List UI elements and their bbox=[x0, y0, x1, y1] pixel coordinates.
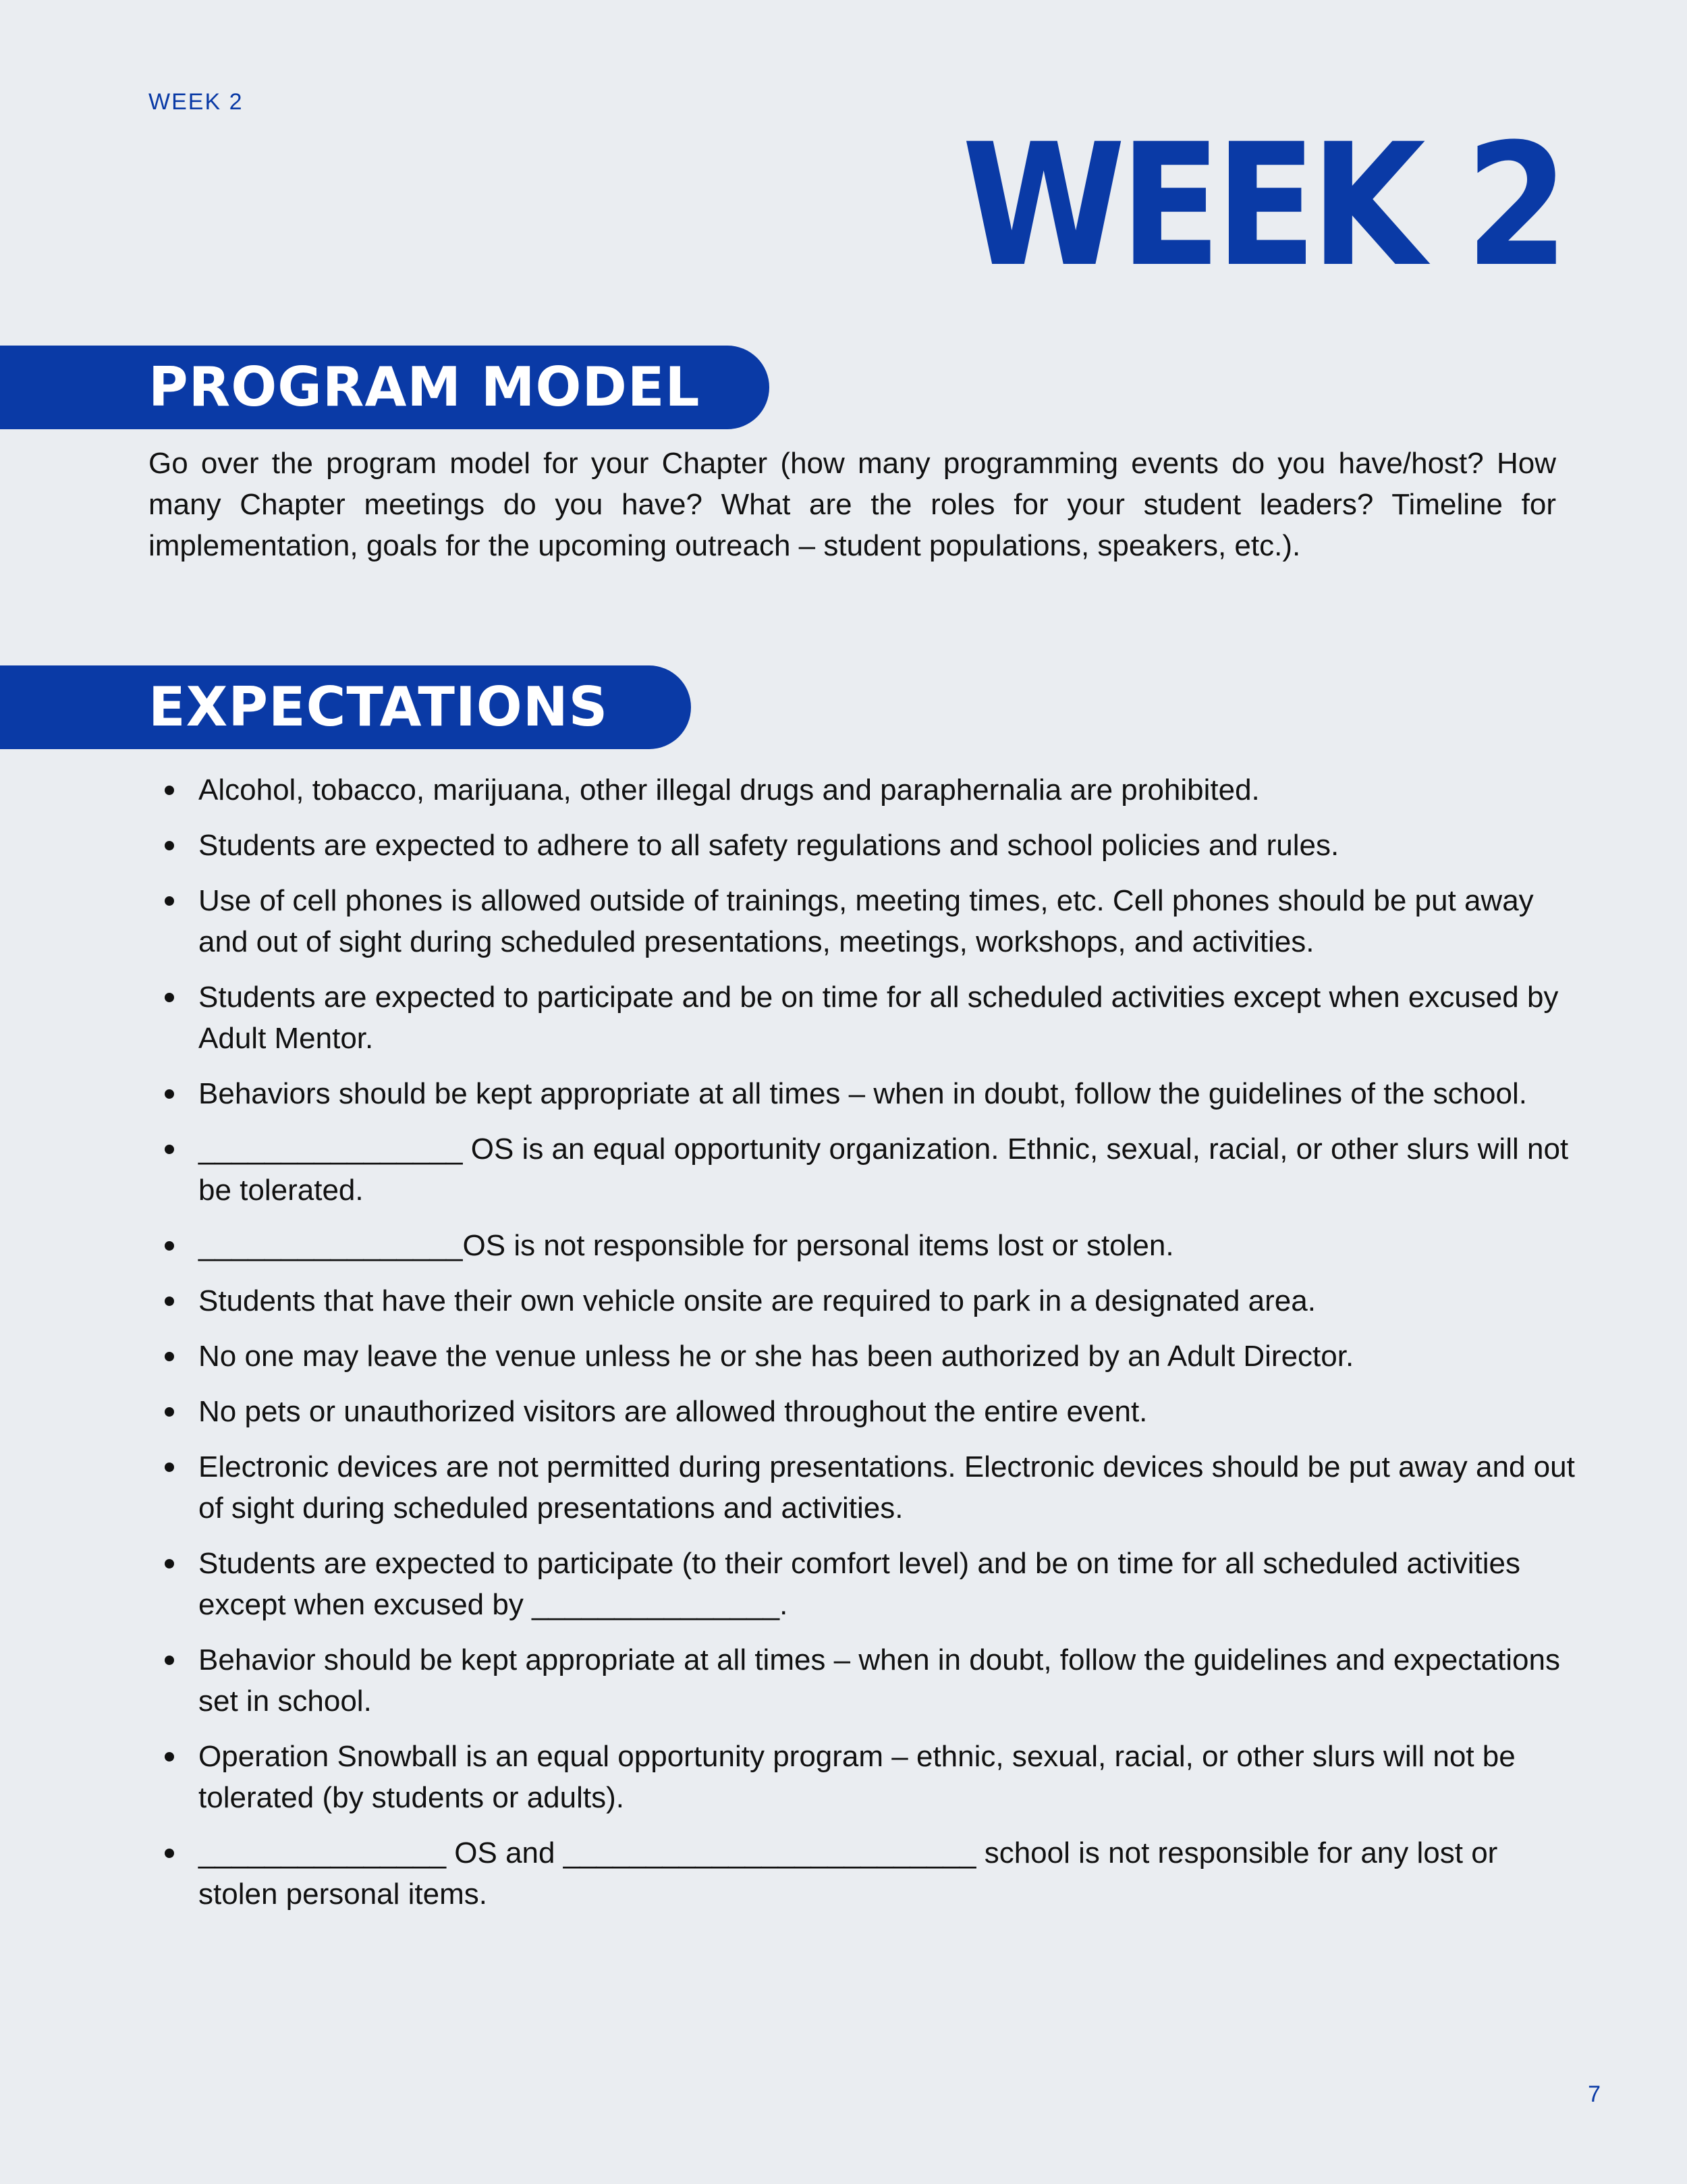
list-item bbox=[148, 1280, 1579, 1321]
list-item bbox=[148, 1639, 1579, 1722]
bullet-icon bbox=[165, 1656, 174, 1665]
expectations-banner bbox=[0, 665, 691, 749]
running-head: WEEK 2 bbox=[148, 89, 244, 115]
bullet-icon bbox=[165, 841, 174, 850]
list-item-text: Behaviors should be kept appropriate at all times – when in doubt, follow the guidelines of the school. bbox=[198, 1077, 1527, 1110]
list-item bbox=[148, 1543, 1579, 1625]
bullet-icon bbox=[165, 896, 174, 906]
list-item bbox=[148, 1391, 1579, 1432]
list-item-text: Students that have their own vehicle onsite are required to park in a designated area. bbox=[198, 1284, 1316, 1317]
bullet-icon bbox=[165, 1559, 174, 1568]
program-model-heading: PROGRAM MODEL bbox=[148, 356, 700, 418]
bullet-icon bbox=[165, 1296, 174, 1306]
list-item bbox=[148, 825, 1579, 866]
list-item-text: ________________ OS is an equal opportunity organization. Ethnic, sexual, racial, or other slurs will not be tolerated. bbox=[198, 1132, 1569, 1207]
bullet-icon bbox=[165, 1145, 174, 1154]
list-item-text: Students are expected to participate and be on time for all scheduled activities except when excused by Adult Mentor. bbox=[198, 981, 1559, 1055]
expectations-heading: EXPECTATIONS bbox=[148, 676, 609, 738]
list-item-text: Operation Snowball is an equal opportunity program – ethnic, sexual, racial, or other slurs will not be tolerated (by students or adults). bbox=[198, 1740, 1516, 1814]
page-number: 7 bbox=[1588, 2081, 1601, 2107]
bullet-icon bbox=[165, 1752, 174, 1762]
list-item bbox=[148, 1832, 1579, 1915]
program-model-paragraph: Go over the program model for your Chapter (how many programming events do you have/host? How many Chapter meetings do you have? What are the roles for your student leaders? Timeline for implementation, goals for the upcoming outreach – student populations, speakers, etc.). bbox=[148, 447, 1556, 562]
bullet-icon bbox=[165, 1463, 174, 1472]
list-item bbox=[148, 1128, 1579, 1211]
list-item bbox=[148, 1225, 1579, 1266]
list-item bbox=[148, 880, 1579, 962]
bullet-icon bbox=[165, 1352, 174, 1361]
bullet-icon bbox=[165, 993, 174, 1002]
page-title: WEEK 2 bbox=[962, 107, 1563, 304]
bullet-icon bbox=[165, 1241, 174, 1251]
list-item-text: Students are expected to participate (to their comfort level) and be on time for all scheduled activities except when excused by _______________. bbox=[198, 1547, 1521, 1621]
list-item-text: No pets or unauthorized visitors are allowed throughout the entire event. bbox=[198, 1395, 1148, 1428]
program-model-banner bbox=[0, 346, 769, 429]
list-item-text: Behavior should be kept appropriate at all times – when in doubt, follow the guidelines and expectations set in school. bbox=[198, 1643, 1560, 1718]
list-item-text: Alcohol, tobacco, marijuana, other illegal drugs and paraphernalia are prohibited. bbox=[198, 773, 1260, 807]
list-item bbox=[148, 977, 1579, 1059]
list-item bbox=[148, 1446, 1579, 1529]
bullet-icon bbox=[165, 1089, 174, 1099]
list-item-text: _______________ OS and _________________________ school is not responsible for any lost or stolen personal items. bbox=[198, 1836, 1498, 1911]
expectations-list bbox=[148, 769, 1579, 1929]
list-item-text: Electronic devices are not permitted during presentations. Electronic devices should be put away and out of sight during scheduled presentations and activities. bbox=[198, 1450, 1575, 1525]
list-item bbox=[148, 1073, 1579, 1114]
bullet-icon bbox=[165, 786, 174, 795]
list-item bbox=[148, 1336, 1579, 1377]
bullet-icon bbox=[165, 1849, 174, 1858]
list-item-text: Students are expected to adhere to all safety regulations and school policies and rules. bbox=[198, 829, 1339, 862]
list-item-text: Use of cell phones is allowed outside of trainings, meeting times, etc. Cell phones should be put away and out of sight during scheduled presentations, meetings, workshops, and activities. bbox=[198, 884, 1534, 958]
list-item-text: ________________OS is not responsible for personal items lost or stolen. bbox=[198, 1229, 1174, 1262]
bullet-icon bbox=[165, 1407, 174, 1417]
list-item-text: No one may leave the venue unless he or she has been authorized by an Adult Director. bbox=[198, 1340, 1354, 1373]
list-item bbox=[148, 769, 1579, 811]
list-item bbox=[148, 1736, 1579, 1818]
